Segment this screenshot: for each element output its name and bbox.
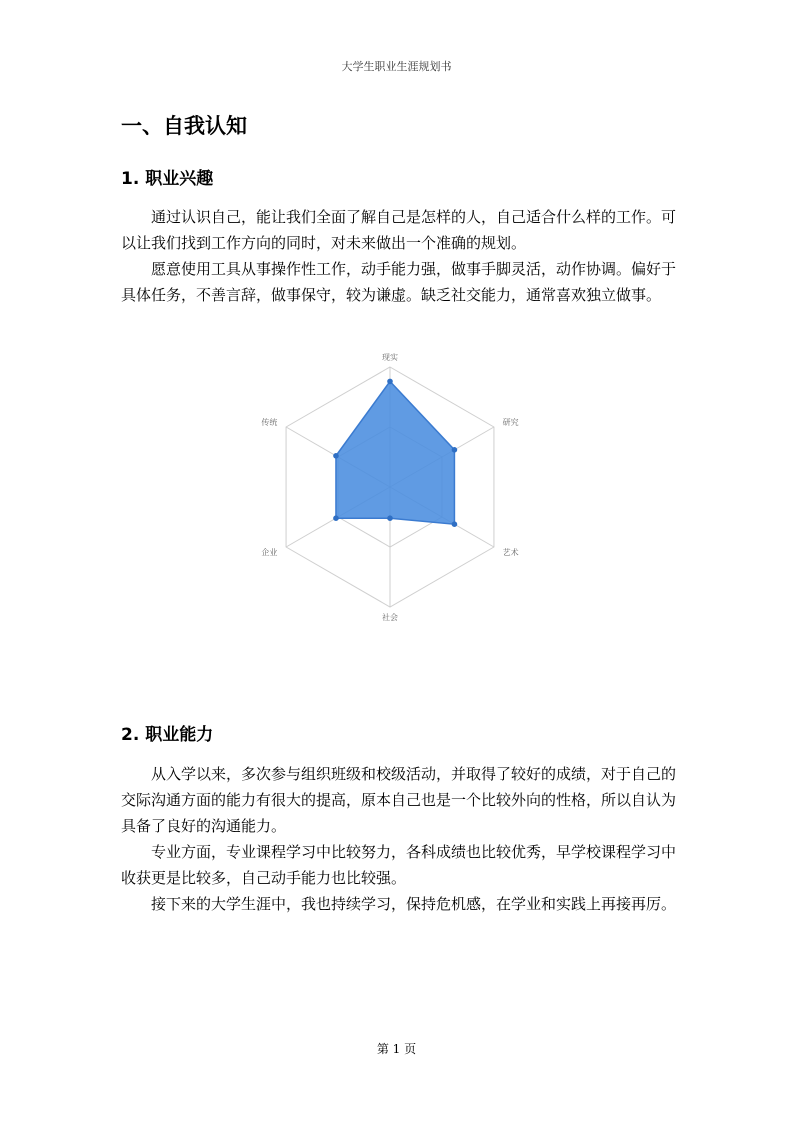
radar-data-point xyxy=(387,379,393,385)
radar-axis-label: 研究 xyxy=(502,418,519,427)
running-header: 大学生职业生涯规划书 xyxy=(341,60,452,73)
radar-data-point xyxy=(333,453,339,459)
radar-data-area xyxy=(336,381,454,524)
page-number: 第 1 页 xyxy=(376,1042,417,1056)
radar-data-point xyxy=(452,521,458,527)
paragraph: 接下来的大学生涯中，我也持续学习，保持危机感，在学业和实践上再接再厉。 xyxy=(151,895,677,913)
radar-axis-label: 传统 xyxy=(261,418,278,427)
paragraph: 愿意使用工具从事操作性工作，动手能力强，做事手脚灵活，动作协调。偏好于具体任务，不善言辞，做事保守，较为谦虚。缺乏社交能力，通常喜欢独立做事。 xyxy=(121,260,677,304)
paragraph: 通过认识自己，能让我们全面了解自己是怎样的人，自己适合什么样的工作。可以让我们找到工作方向的同时，对未来做出一个准确的规划。 xyxy=(121,208,677,252)
radar-data-point xyxy=(387,515,393,521)
radar-axis-label: 艺术 xyxy=(502,548,519,557)
radar-axis-label: 企业 xyxy=(261,548,278,557)
radar-data-point xyxy=(452,447,458,453)
subsection-heading-ability: 2. 职业能力 xyxy=(121,725,214,745)
radar-chart xyxy=(255,353,535,622)
subsection-heading-interest: 1. 职业兴趣 xyxy=(121,169,214,189)
paragraph: 专业方面，专业课程学习中比较努力，各科成绩也比较优秀，早学校课程学习中收获更是比较多，自己动手能力也比较强。 xyxy=(121,843,677,887)
radar-axis-label: 社会 xyxy=(382,613,398,622)
section-heading: 一、自我认知 xyxy=(121,114,247,138)
paragraph: 从入学以来，多次参与组织班级和校级活动，并取得了较好的成绩，对于自己的交际沟通方面的能力有很大的提高，原本自己也是一个比较外向的性格，所以自认为具备了良好的沟通能力。 xyxy=(121,765,677,835)
radar-axis-label: 现实 xyxy=(382,353,398,362)
radar-chart-svg xyxy=(255,353,535,622)
radar-data-point xyxy=(333,515,339,521)
